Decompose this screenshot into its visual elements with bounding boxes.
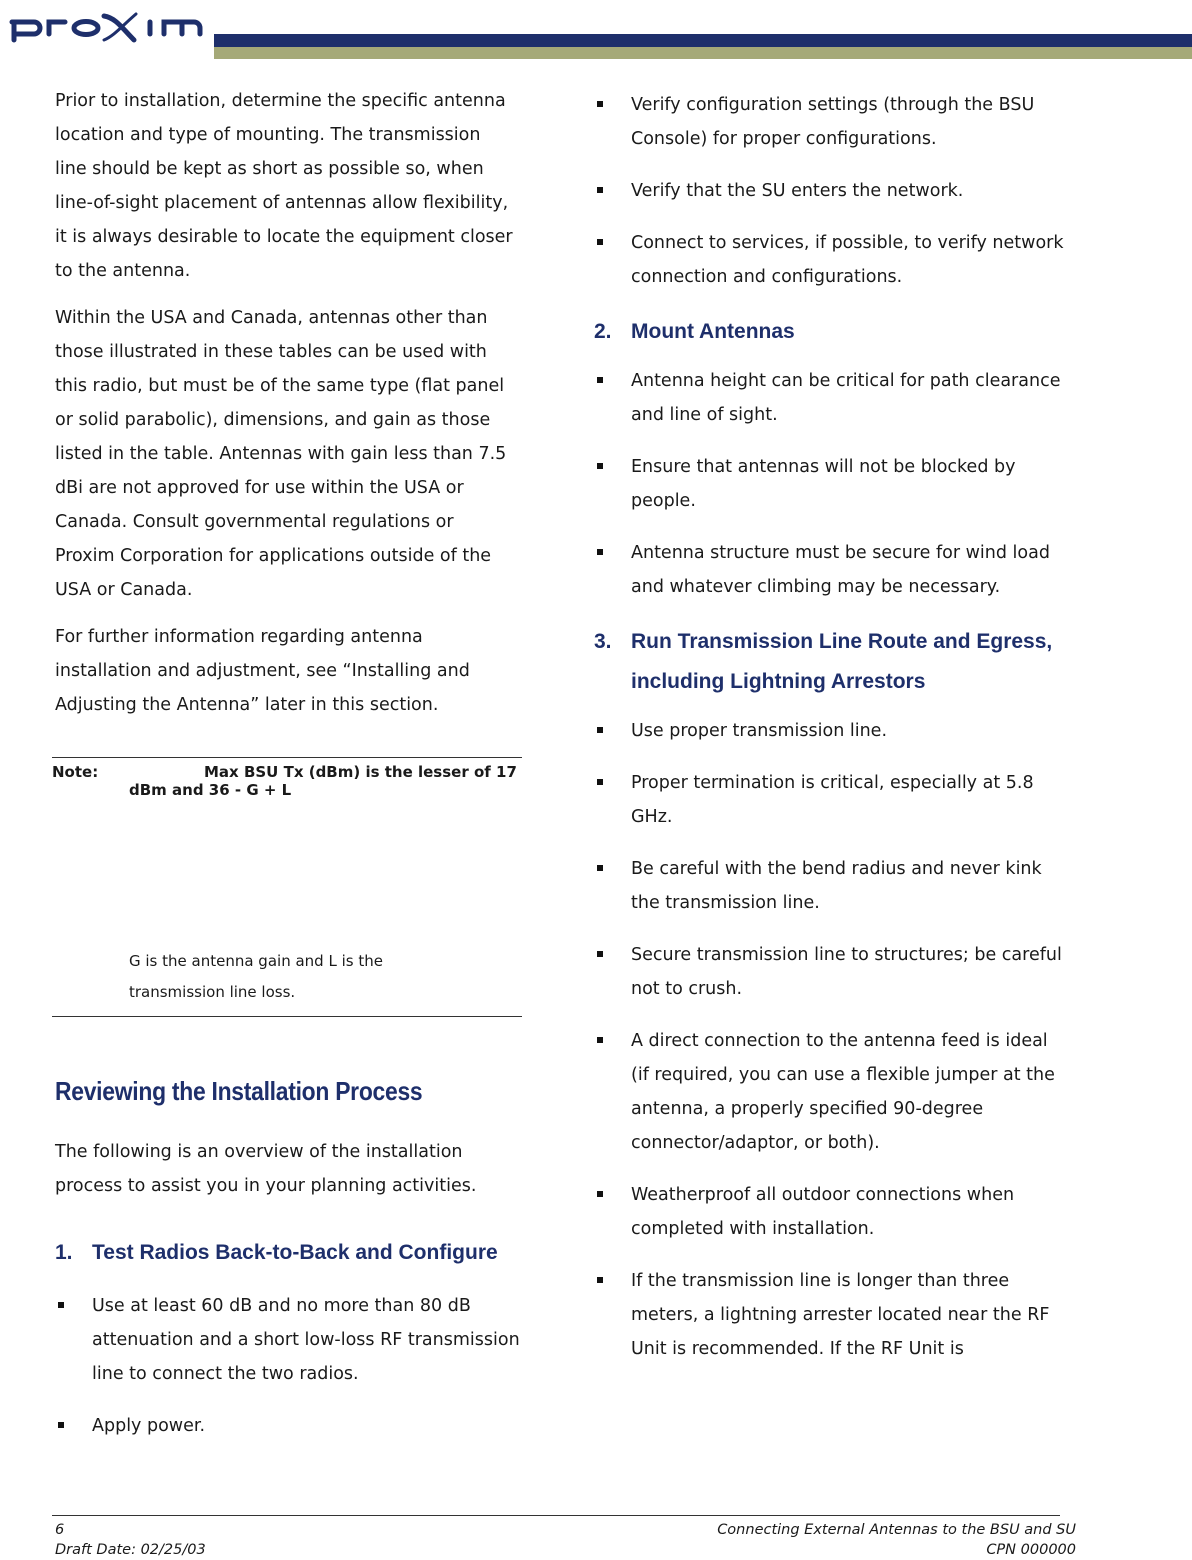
step-heading xyxy=(594,312,1064,352)
step-title: Run Transmission Line Route and Egress, including Lightning Arrestors xyxy=(631,630,1053,693)
list-item: Antenna height can be critical for path clearance and line of sight. xyxy=(594,364,1064,432)
bullet-list xyxy=(594,88,1064,294)
list-item: A direct connection to the antenna feed is ideal (if required, you can use a flexible jumper at the antenna, a properly specified 90-degree connector/adaptor, or both). xyxy=(594,1024,1064,1160)
list-item: Apply power. xyxy=(55,1409,525,1443)
footer-rule xyxy=(52,1515,1060,1516)
note-subtext: G is the antenna gain and L is the transmission line loss. xyxy=(129,952,383,1001)
step-title: Test Radios Back-to-Back and Configure xyxy=(92,1241,498,1264)
step-title: Mount Antennas xyxy=(631,320,795,343)
paragraph: For further information regarding antenna installation and adjustment, see “Installing and Adjusting the Antenna” later in this section. xyxy=(55,627,470,715)
cpn-number: CPN 000000 xyxy=(986,1542,1076,1558)
list-item: Secure transmission line to structures; be careful not to crush. xyxy=(594,938,1064,1006)
step-number: 2. xyxy=(594,320,612,343)
list-item: Antenna structure must be secure for wind load and whatever climbing may be necessary. xyxy=(594,536,1064,604)
page-number: 6 xyxy=(55,1522,65,1538)
left-column xyxy=(55,84,515,735)
list-item: Ensure that antennas will not be blocked by people. xyxy=(594,450,1064,518)
list-item: Verify that the SU enters the network. xyxy=(594,174,1064,208)
list-item: Verify configuration settings (through the BSU Console) for proper configurations. xyxy=(594,88,1064,156)
header-band-navy xyxy=(214,34,1192,47)
list-item: Be careful with the bend radius and never kink the transmission line. xyxy=(594,852,1064,920)
bullet-list xyxy=(55,1289,525,1443)
list-item: Proper termination is critical, especially at 5.8 GHz. xyxy=(594,766,1064,834)
section-title: Reviewing the Installation Process xyxy=(55,1076,423,1106)
list-item: If the transmission line is longer than three meters, a lightning arrester located near the RF Unit is recommended. If the RF Unit is xyxy=(594,1264,1064,1366)
header-band-olive xyxy=(214,47,1192,59)
paragraph: Within the USA and Canada, antennas other than those illustrated in these tables can be used with this radio, but must be of the same type (flat panel or solid parabolic), dimensions, and gain as those listed in the table. Antennas with gain less than 7.5 dBi are not approved for use within the USA or Canada. Consult governmental regulations or Proxim Corporation for applications outside of the USA or Canada. xyxy=(55,308,507,600)
paragraph: Prior to installation, determine the specific antenna location and type of mounting. The transmission line should be kept as short as possible so, when line-of-sight placement of antennas allow flexibility, it is always desirable to locate the equipment closer to the antenna. xyxy=(55,91,513,281)
intro-paragraph: The following is an overview of the installation process to assist you in your planning activities. xyxy=(55,1142,477,1196)
note-box xyxy=(52,757,522,1017)
right-column xyxy=(594,88,1064,1384)
bullet-list xyxy=(594,714,1064,1366)
list-item: Connect to services, if possible, to verify network connection and configurations. xyxy=(594,226,1064,294)
list-item: Use proper transmission line. xyxy=(594,714,1064,748)
bullet-list xyxy=(594,364,1064,604)
step-number: 3. xyxy=(594,630,612,653)
step-heading xyxy=(55,1233,525,1273)
list-item: Use at least 60 dB and no more than 80 dB attenuation and a short low-loss RF transmission line to connect the two radios. xyxy=(55,1289,525,1391)
step-number: 1. xyxy=(55,1241,73,1264)
step-1 xyxy=(55,1233,525,1461)
step-heading xyxy=(594,622,1064,702)
note-text: Max BSU Tx (dBm) is the lesser of 17 dBm and 36 - G + L xyxy=(129,763,517,799)
list-item: Weatherproof all outdoor connections when completed with installation. xyxy=(594,1178,1064,1246)
note-label: Note: xyxy=(52,763,99,781)
draft-date: Draft Date: 02/25/03 xyxy=(55,1542,206,1558)
chapter-title: Connecting External Antennas to the BSU and SU xyxy=(717,1522,1076,1538)
proxim-logo xyxy=(4,8,219,48)
